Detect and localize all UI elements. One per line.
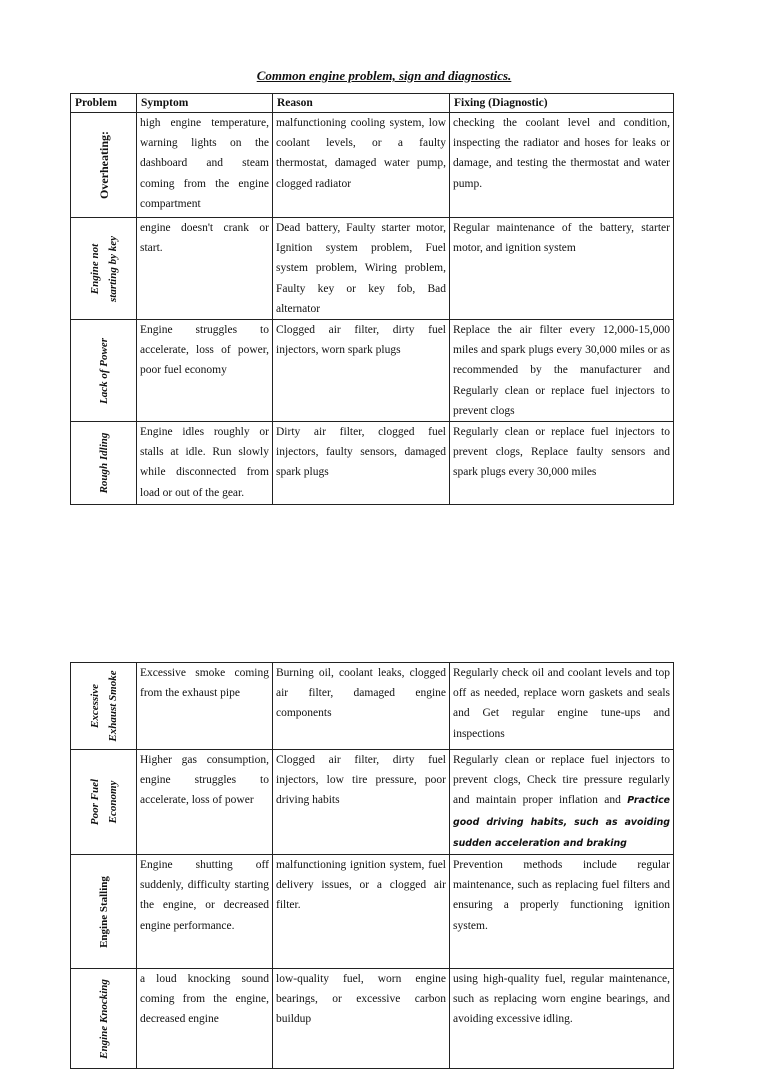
fixing-emphasis: Practice good driving habits, such as avoiding sudden acceleration and braking [453, 795, 670, 849]
fixing-cell: Regularly clean or replace fuel injectors to prevent clogs, Check tire pressure regularly and maintain proper inflation and Practice good driving habits, such as avoiding sudden acceleration and braking [450, 750, 674, 855]
problem-label: Engine Stalling [97, 875, 110, 948]
symptom-cell: engine doesn't crank or start. [137, 218, 273, 320]
problem-cell [71, 218, 137, 320]
symptom-cell: Engine idles roughly or stalls at idle. Run slowly while disconnected from load or out of the gear. [137, 422, 273, 505]
header-reason: Reason [273, 94, 450, 113]
symptom-cell: Engine shutting off suddenly, difficulty starting the engine, or decreased engine performance. [137, 855, 273, 969]
problem-cell [71, 969, 137, 1069]
table-row [71, 750, 674, 855]
fixing-cell: checking the coolant level and condition, inspecting the radiator and hoses for leaks or damage, and testing the thermostat and water pump. [450, 113, 674, 218]
reason-cell: malfunctioning ignition system, fuel delivery issues, or a clogged air filter. [273, 855, 450, 969]
problem-label: Engine Knocking [97, 978, 110, 1059]
table-row [71, 663, 674, 750]
problem-cell [71, 855, 137, 969]
fixing-cell: Replace the air filter every 12,000-15,000 miles and spark plugs every 30,000 miles or as recommended by the manufacturer and Regularly clean or replace fuel injectors to prevent clogs [450, 320, 674, 422]
problem-cell [71, 320, 137, 422]
problem-label: Poor Fuel Economy [88, 778, 119, 826]
reason-cell: Clogged air filter, dirty fuel injectors, worn spark plugs [273, 320, 450, 422]
problem-label: Rough Idling [97, 432, 110, 494]
table-row [71, 113, 674, 218]
fixing-cell: Regular maintenance of the battery, starter motor, and ignition system [450, 218, 674, 320]
problem-cell [71, 750, 137, 855]
symptom-cell: Excessive smoke coming from the exhaust pipe [137, 663, 273, 750]
header-symptom: Symptom [137, 94, 273, 113]
table-row [71, 218, 674, 320]
diagnostics-table-1 [70, 93, 674, 505]
diagnostics-table-2 [70, 662, 674, 1069]
symptom-cell: Higher gas consumption, engine struggles to accelerate, loss of power [137, 750, 273, 855]
table-row [71, 422, 674, 505]
table-row [71, 855, 674, 969]
reason-cell: Burning oil, coolant leaks, clogged air filter, damaged engine components [273, 663, 450, 750]
reason-cell: low-quality fuel, worn engine bearings, or excessive carbon buildup [273, 969, 450, 1069]
header-problem: Problem [71, 94, 137, 113]
symptom-cell: a loud knocking sound coming from the engine, decreased engine [137, 969, 273, 1069]
problem-cell [71, 663, 137, 750]
reason-cell: Dirty air filter, clogged fuel injectors, faulty sensors, damaged spark plugs [273, 422, 450, 505]
problem-cell [71, 113, 137, 218]
reason-cell: Dead battery, Faulty starter motor, Ignition system problem, Fuel system problem, Wiring problem, Faulty key or key fob, Bad alternator [273, 218, 450, 320]
table-header-row [71, 94, 674, 113]
fixing-cell: Regularly clean or replace fuel injectors to prevent clogs, Replace faulty sensors and spark plugs every 30,000 miles [450, 422, 674, 505]
reason-cell: malfunctioning cooling system, low coolant levels, or a faulty thermostat, damaged water pump, clogged radiator [273, 113, 450, 218]
problem-cell [71, 422, 137, 505]
problem-label: Lack of Power [97, 337, 110, 404]
page-title: Common engine problem, sign and diagnostics. [256, 68, 512, 83]
reason-cell: Clogged air filter, dirty fuel injectors, low tire pressure, poor driving habits [273, 750, 450, 855]
problem-label: Excessive Exhaust Smoke [88, 670, 119, 742]
problem-label: Overheating: [96, 131, 111, 199]
fixing-cell: Regularly check oil and coolant levels and top off as needed, replace worn gaskets and seals and Get regular engine tune-ups and inspections [450, 663, 674, 750]
symptom-cell: Engine struggles to accelerate, loss of power, poor fuel economy [137, 320, 273, 422]
problem-label: Engine not starting by key [88, 235, 119, 302]
symptom-cell: high engine temperature, warning lights on the dashboard and steam coming from the engine compartment [137, 113, 273, 218]
fixing-cell: using high-quality fuel, regular maintenance, such as replacing worn engine bearings, and avoiding excessive idling. [450, 969, 674, 1069]
fixing-cell: Prevention methods include regular maintenance, such as replacing fuel filters and ensuring a properly functioning ignition system. [450, 855, 674, 969]
table-row [71, 320, 674, 422]
header-fixing: Fixing (Diagnostic) [450, 94, 674, 113]
table-row [71, 969, 674, 1069]
